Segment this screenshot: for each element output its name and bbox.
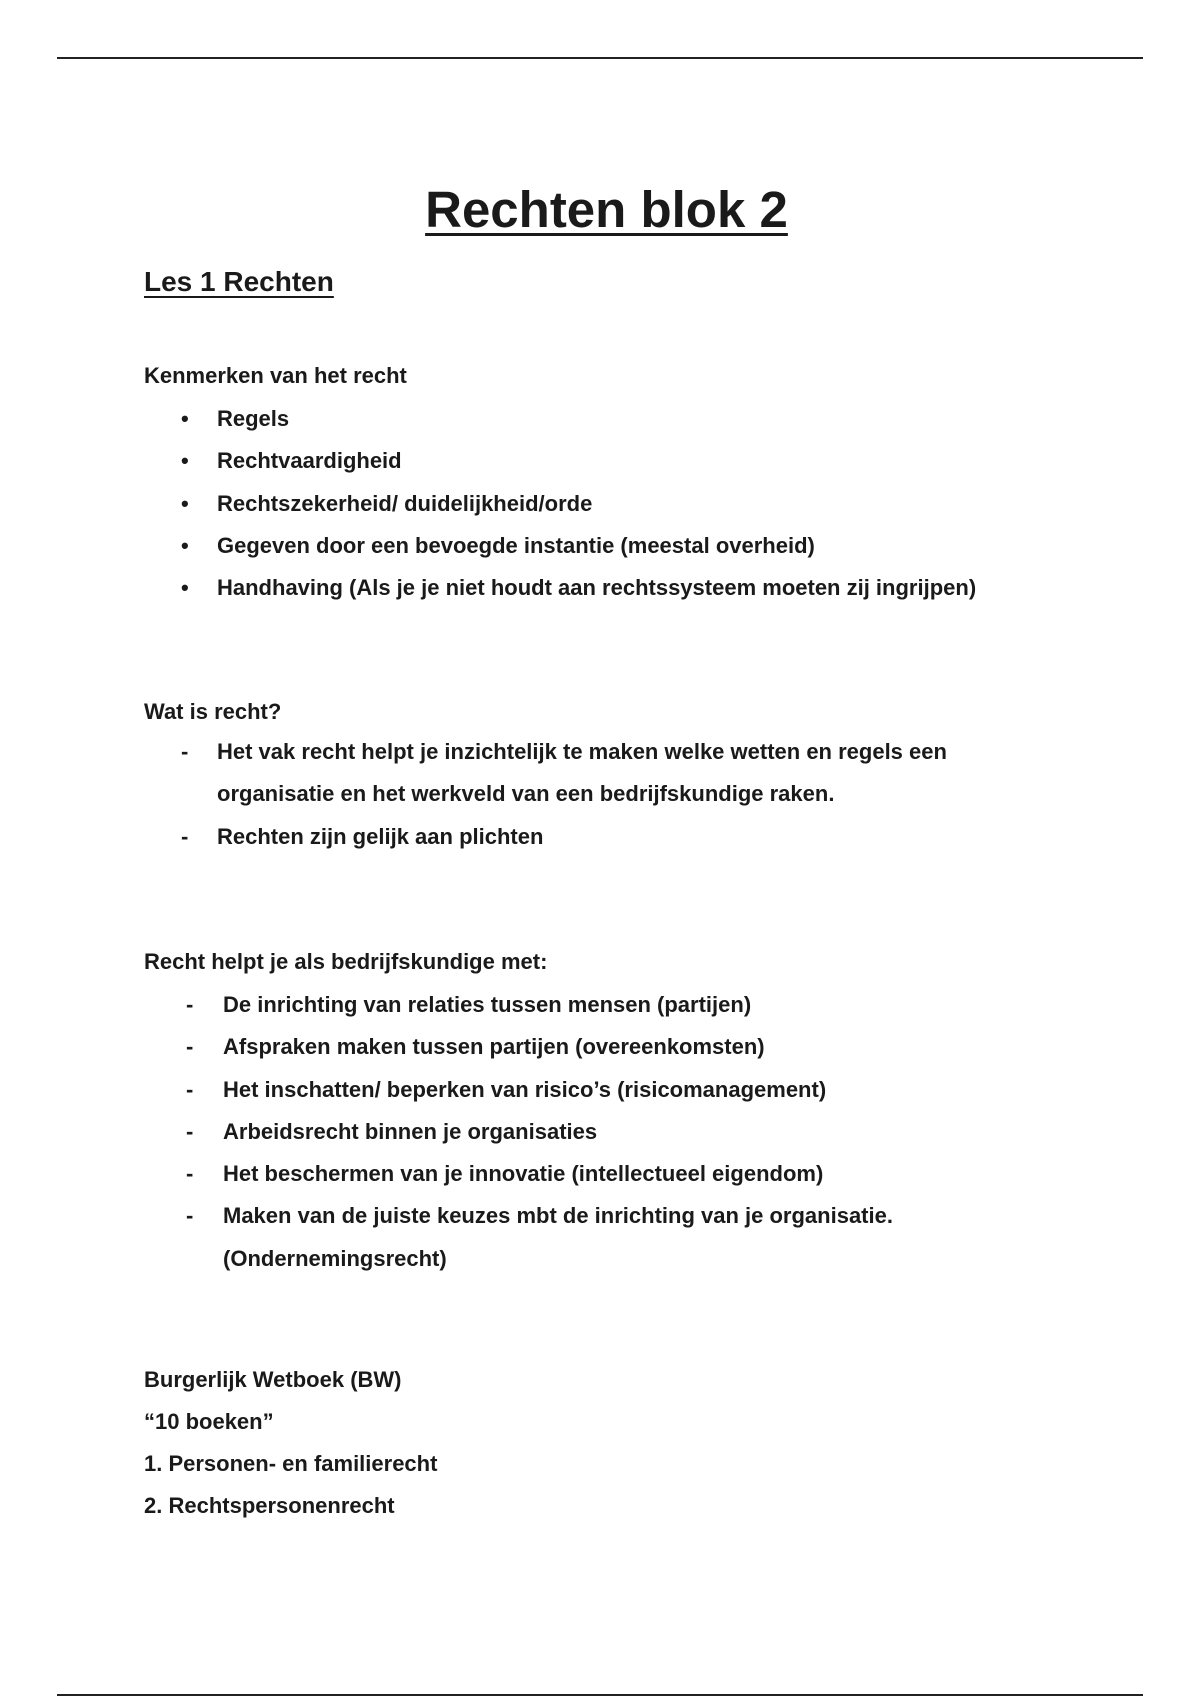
dash-marker: - [186,1203,194,1229]
list-item-text: Afspraken maken tussen partijen (overeenkomsten) [223,1034,765,1060]
dash-marker: - [181,739,189,764]
list-item-text: Het vak recht helpt je inzichtelijk te maken welke wetten en regels een [217,739,947,764]
dash-marker: - [186,1034,194,1060]
dash-marker: - [186,992,194,1017]
bw-books-count: “10 boeken” [144,1409,274,1434]
list-item-text: Rechtvaardigheid [217,448,402,474]
list-item [144,1111,893,1153]
wat-is-recht-heading: Wat is recht? [144,699,282,724]
bullet-marker: • [181,406,189,431]
dash-marker: - [181,823,189,849]
recht-helpt-heading: Recht helpt je als bedrijfskundige met: [144,949,548,974]
list-item [144,440,976,482]
list-item-text: De inrichting van relaties tussen mensen (partijen) [223,992,752,1017]
bullet-marker: • [181,448,189,474]
bullet-marker: • [181,532,189,558]
kenmerken-list [144,398,976,609]
list-item [144,984,893,1026]
list-item-text: Het beschermen van je innovatie (intellectueel eigendom) [223,1161,824,1187]
top-rule [57,57,1143,59]
list-item [144,525,976,567]
bullet-marker: • [181,575,189,601]
dash-marker: - [186,1118,194,1144]
list-item [144,567,976,609]
burgerlijk-wetboek-heading: Burgerlijk Wetboek (BW) [144,1367,402,1392]
bw-book-1: 1. Personen- en familierecht [144,1451,438,1476]
lesson-heading: Les 1 Rechten [144,266,334,297]
list-item-text: Regels [217,406,290,431]
list-item [144,816,947,858]
list-item-text: Arbeidsrecht binnen je organisaties [223,1118,598,1144]
wat-is-recht-list [144,731,947,858]
dash-marker: - [186,1161,194,1187]
dash-marker: - [186,1076,194,1102]
bottom-rule [57,1694,1143,1696]
list-item-text: Handhaving (Als je je niet houdt aan rechtssysteem moeten zij ingrijpen) [217,575,977,601]
kenmerken-heading: Kenmerken van het recht [144,363,407,388]
list-item [144,1195,893,1280]
bw-book-2: 2. Rechtspersonenrecht [144,1493,395,1518]
list-item-text: Rechtszekerheid/ duidelijkheid/orde [217,490,593,516]
list-item-text: Gegeven door een bevoegde instantie (meestal overheid) [217,532,815,558]
list-item [144,398,976,440]
bullet-marker: • [181,490,189,516]
list-item [144,1153,893,1195]
document-title-text: Rechten blok 2 [425,181,788,239]
document-title [0,179,1200,241]
list-item [144,1069,893,1111]
list-item [144,731,947,816]
recht-helpt-list [144,984,893,1280]
list-item-text: Maken van de juiste keuzes mbt de inrichting van je organisatie. [223,1203,893,1229]
list-item-text: Rechten zijn gelijk aan plichten [217,823,544,849]
list-item-text-continued: organisatie en het werkveld van een bedrijfskundige raken. [217,781,835,807]
list-item [144,1026,893,1068]
list-item-text: Het inschatten/ beperken van risico’s (risicomanagement) [223,1076,827,1102]
list-item-text-continued: (Ondernemingsrecht) [223,1245,447,1271]
list-item [144,483,976,525]
